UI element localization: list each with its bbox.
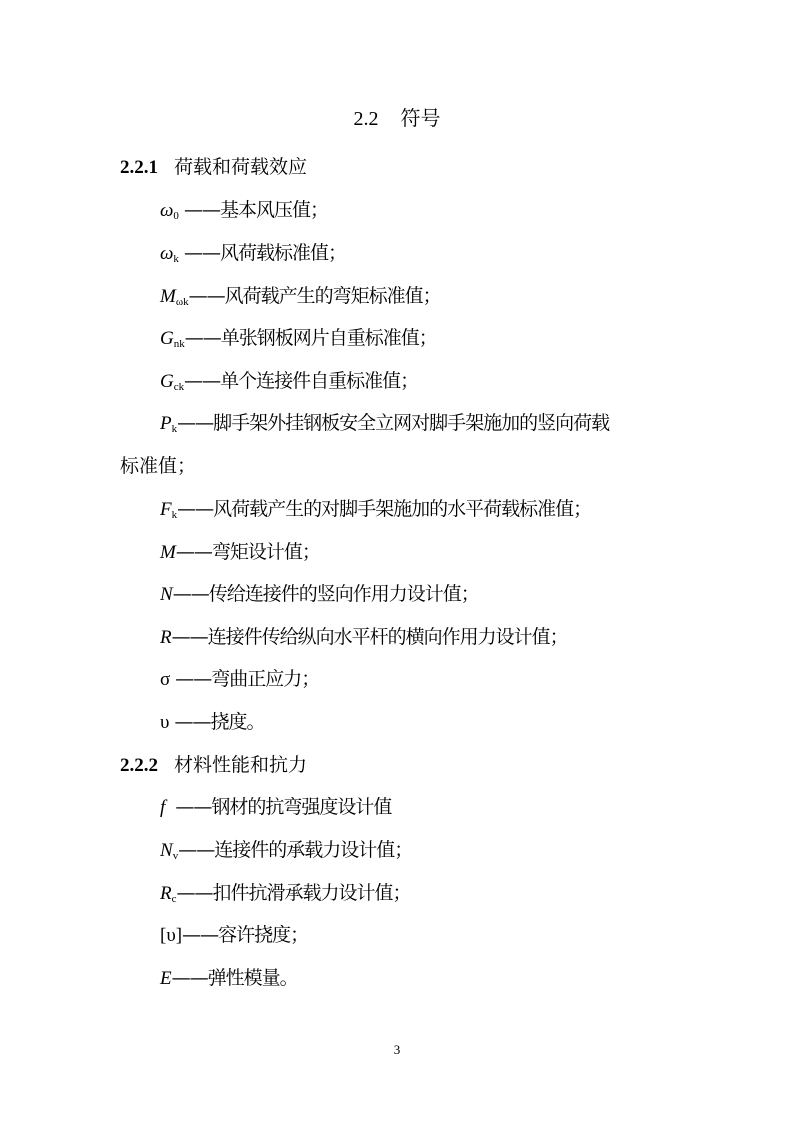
symbol: N [160, 584, 173, 605]
symbol-subscript: c [171, 893, 177, 905]
symbol-definition-row [160, 197, 328, 229]
symbol-description: ——单个连接件自重标准值； [184, 370, 419, 392]
symbol-subscript: ck [173, 381, 185, 393]
page-number: 3 [393, 1042, 401, 1057]
symbol-description: ——风荷载标准值； [178, 242, 346, 264]
symbol: N [160, 840, 173, 861]
symbol: υ [160, 712, 170, 733]
subsection-number: 2.2.1 [120, 157, 158, 178]
symbol-subscript: ωk [175, 296, 189, 308]
symbol-definition-row [160, 240, 346, 272]
symbol-definition-row [160, 794, 391, 826]
symbol-description: ——容许挠度； [182, 924, 309, 946]
symbol-description: ——传给连接件的竖向作用力设计值； [172, 583, 479, 605]
symbol-description: ——扣件抗滑承载力设计值； [176, 882, 411, 904]
symbol-definition-row [160, 368, 418, 400]
symbol-subscript: k [171, 509, 178, 521]
symbol-definition-row [160, 965, 298, 997]
symbol: σ [160, 669, 171, 690]
symbol: G [160, 371, 174, 392]
symbol-description: ——风荷载产生的对脚手架施加的水平荷载标准值； [177, 498, 592, 520]
symbol-definition-row [160, 539, 320, 571]
symbol: M [160, 542, 176, 563]
section-heading [0, 104, 794, 133]
symbol-description: ——连接件传给纵向水平杆的横向作用力设计值； [171, 626, 568, 648]
symbol: M [160, 286, 176, 307]
symbol-description: ——挠度。 [169, 711, 265, 733]
symbol-description: ——钢材的抗弯强度设计值 [165, 796, 392, 818]
symbol: E [160, 968, 172, 989]
symbol-subscript: k [173, 253, 179, 265]
symbol-definition-row [160, 922, 308, 954]
symbol-description-continuation: 标准值； [120, 455, 197, 477]
symbol: G [160, 328, 174, 349]
symbol-definition-row [160, 410, 609, 442]
symbol-subscript: k [171, 423, 178, 435]
subsection-number: 2.2.2 [120, 755, 158, 776]
subsection-heading-loads [120, 154, 307, 181]
symbol-subscript: v [172, 850, 179, 862]
symbol-subscript: 0 [173, 210, 179, 222]
symbol-definition-row [160, 709, 264, 741]
symbol: f [160, 797, 166, 818]
subsection-heading-materials [120, 752, 307, 779]
symbol: ω [160, 243, 174, 264]
symbol: F [160, 499, 172, 520]
symbol-definition-row [160, 624, 568, 656]
symbol: P [160, 413, 172, 434]
symbol-definition-row [160, 496, 591, 528]
subsection-title: 荷载和荷载效应 [174, 156, 308, 178]
symbol-description: ——脚手架外挂钢板安全立网对脚手架施加的竖向荷载 [177, 412, 610, 434]
section-title: 符号 [400, 106, 441, 130]
symbol-definition-row [160, 880, 411, 912]
symbol-definition-row [160, 837, 412, 869]
symbol: ω [160, 200, 174, 221]
symbol-description: ——连接件的承载力设计值； [178, 839, 413, 861]
symbol: R [160, 883, 172, 904]
symbol-subscript: nk [173, 338, 185, 350]
symbol-description: ——单张钢板网片自重标准值； [184, 327, 437, 349]
symbol-description: ——风荷载产生的弯矩标准值； [188, 285, 441, 307]
symbol-description: ——弯曲正应力； [170, 668, 320, 690]
symbol: [υ] [160, 925, 183, 946]
symbol-definition-row [160, 325, 437, 357]
symbol-description: ——弹性模量。 [171, 967, 298, 989]
symbol-description: ——弯矩设计值； [175, 541, 320, 563]
subsection-title: 材料性能和抗力 [174, 754, 308, 776]
symbol-description: ——基本风压值； [178, 199, 328, 221]
section-number: 2.2 [353, 108, 379, 130]
symbol-definition-row [160, 581, 479, 613]
symbol: R [160, 627, 172, 648]
symbol-definition-row [160, 283, 441, 315]
symbol-definition-row [160, 666, 319, 698]
